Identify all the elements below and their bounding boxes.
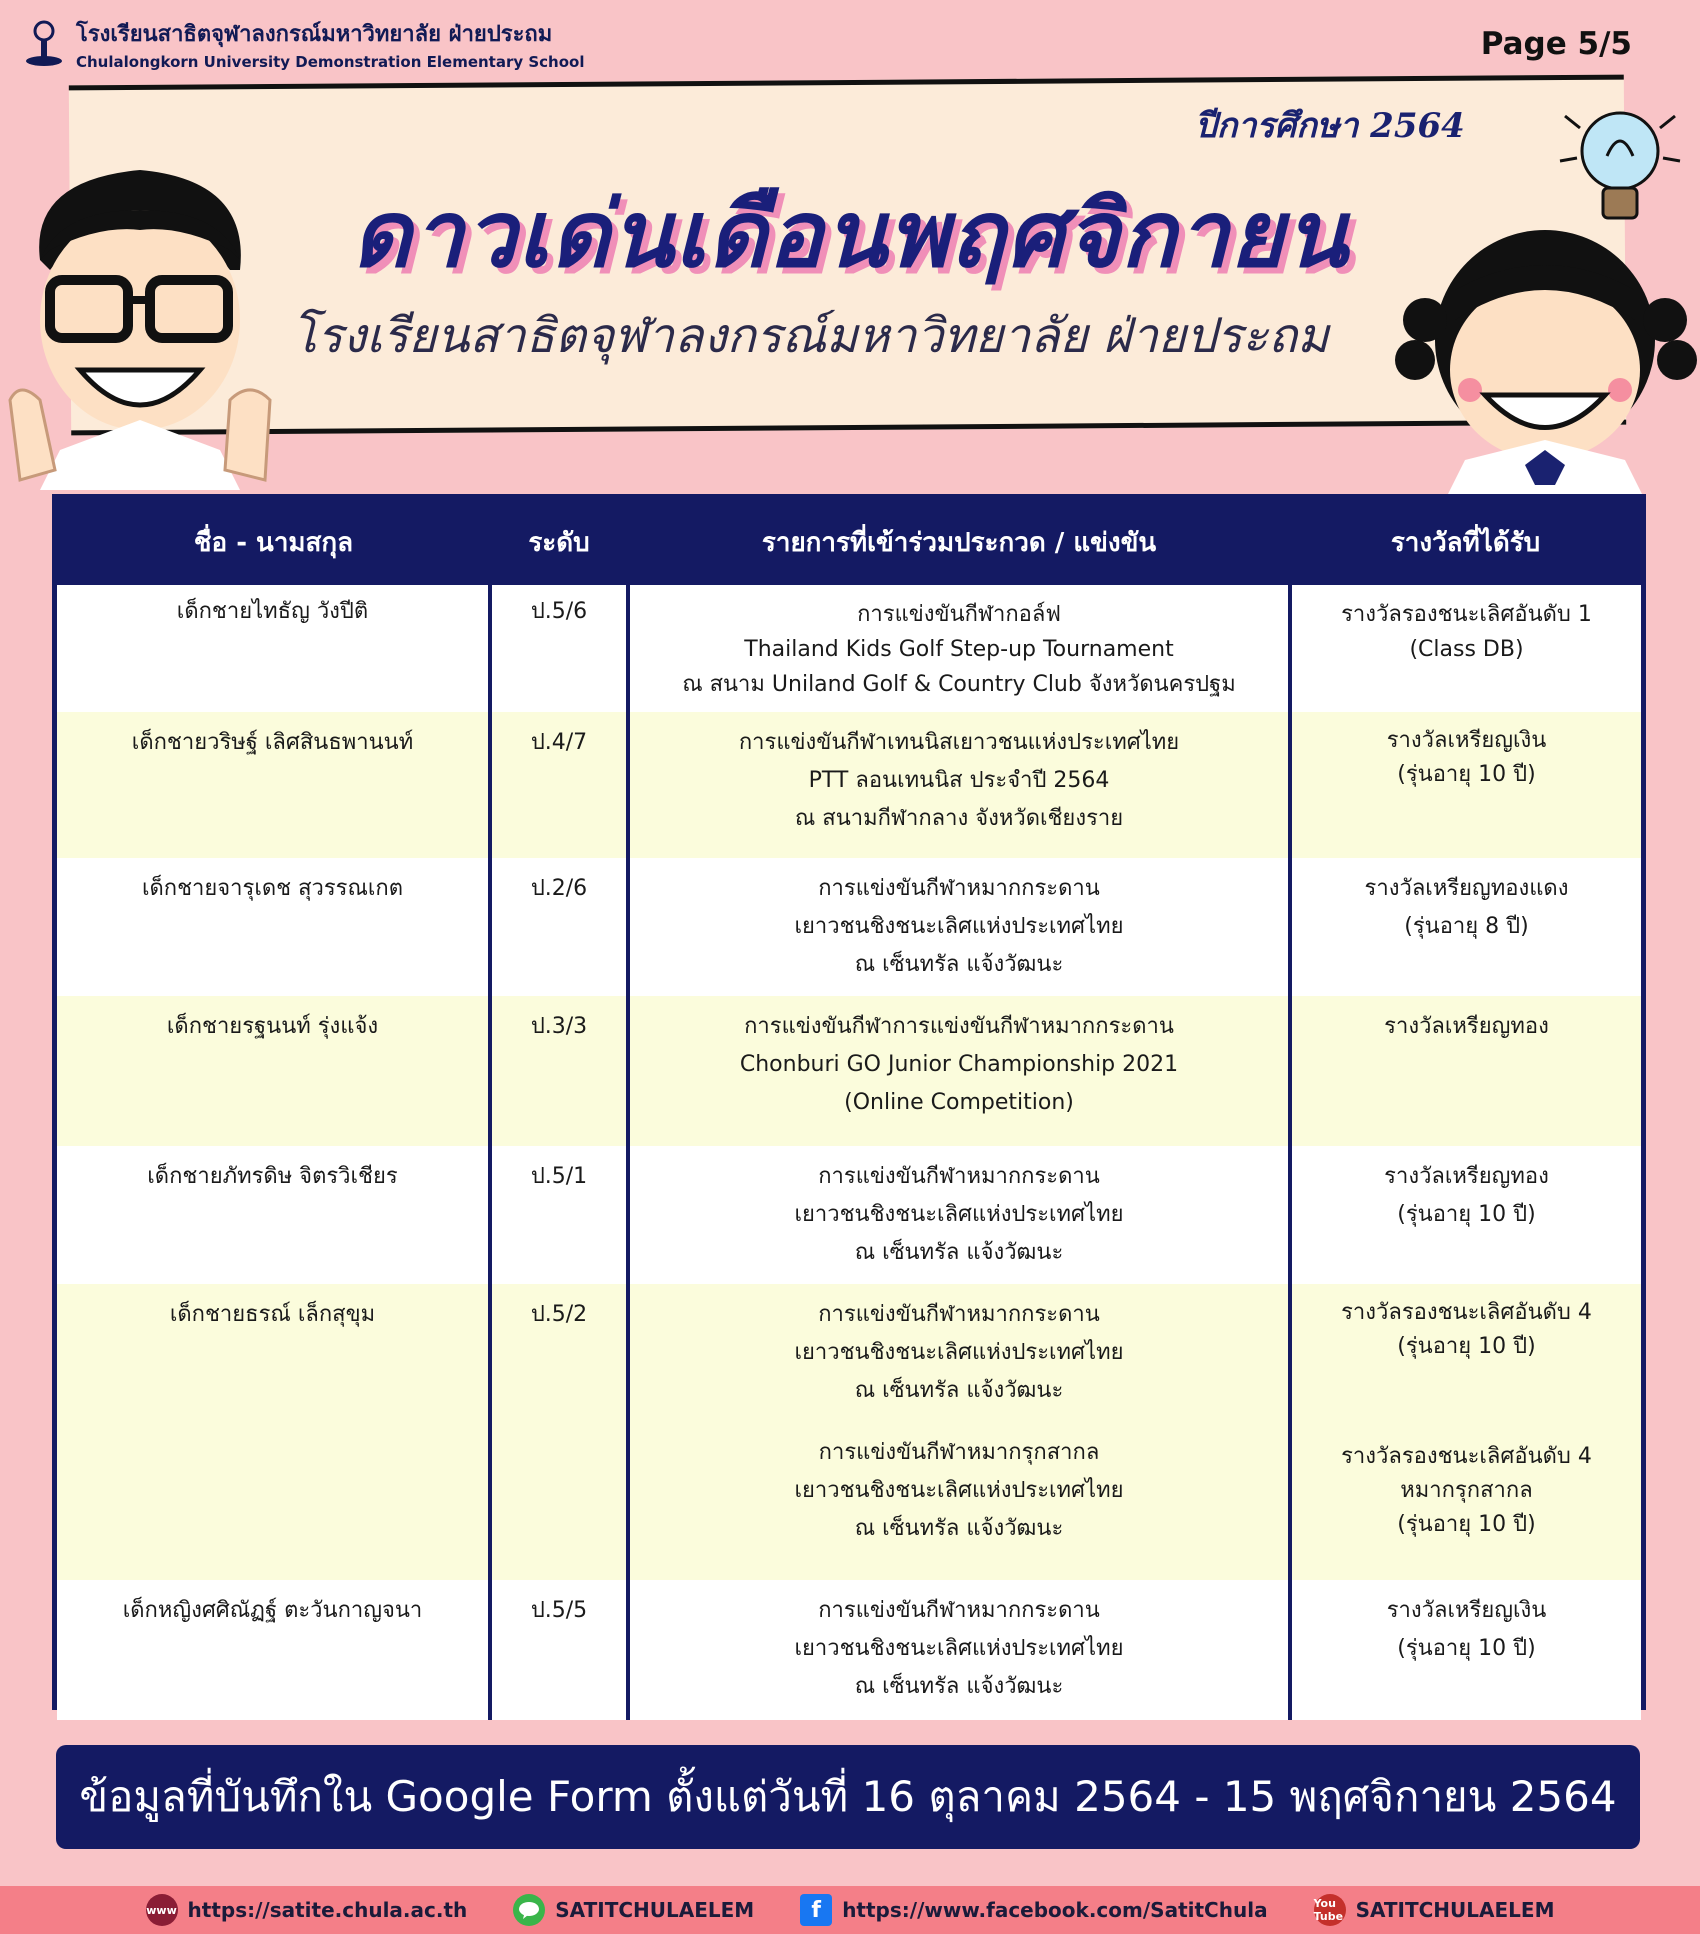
event-line: เยาวชนชิงชนะเลิศแห่งประเทศไทย [794, 1340, 1124, 1365]
student-name: เด็กชายภัทรดิษ จิตรวิเชียร [57, 1146, 490, 1284]
page-title: ดาวเด่นเดือนพฤศจิกายน [351, 181, 1349, 288]
school-seal-icon [22, 19, 66, 69]
website-text: https://satite.chula.ac.th [187, 1898, 468, 1922]
student-level: ป.5/2 [490, 1284, 628, 1580]
student-level: ป.5/1 [490, 1146, 628, 1284]
award-line: (รุ่นอายุ 10 ปี) [1397, 1512, 1536, 1537]
event-line: ณ สนามกีฬากลาง จังหวัดเชียงราย [794, 806, 1124, 831]
event-line: การแข่งขันกีฬาการแข่งขันกีฬาหมากกระดาน [744, 1014, 1174, 1039]
globe-icon: www [146, 1894, 178, 1926]
event-cell [628, 1284, 1290, 1580]
school-header [22, 16, 585, 71]
header-event: รายการที่เข้าร่วมประกวด / แข่งขัน [628, 499, 1290, 585]
achievement-table [52, 494, 1646, 1710]
table-row [57, 996, 1641, 1146]
student-name: เด็กชายรฐนนท์ รุ่งแจ้ง [57, 996, 490, 1146]
award-line: หมากรุกสากล [1400, 1478, 1533, 1503]
award-line: (รุ่นอายุ 10 ปี) [1397, 1636, 1536, 1661]
school-name-english: Chulalongkorn University Demonstration Elementary School [76, 53, 585, 71]
table-row [57, 1284, 1641, 1580]
header-award: รางวัลที่ได้รับ [1290, 499, 1641, 585]
award-cell [1290, 585, 1641, 712]
student-name: เด็กชายจารุเดช สุวรรณเกต [57, 858, 490, 996]
data-period-text: ข้อมูลที่บันทึกใน Google Form ตั้งแต่วันที่ 16 ตุลาคม 2564 - 15 พฤศจิกายน 2564 [79, 1772, 1617, 1821]
event-cell [628, 1580, 1290, 1720]
table-row [57, 712, 1641, 858]
event-line: การแข่งขันกีฬาหมากกระดาน [818, 1302, 1100, 1327]
award-line: รางวัลเหรียญเงิน [1386, 728, 1547, 753]
cartoon-boy-icon [0, 150, 290, 490]
event-line: ณ เซ็นทรัล แจ้งวัฒนะ [854, 1674, 1064, 1699]
event-line: Thailand Kids Golf Step-up Tournament [744, 637, 1174, 662]
award-line: (รุ่นอายุ 10 ปี) [1397, 1334, 1536, 1359]
award-line: (รุ่นอายุ 10 ปี) [1397, 762, 1536, 787]
award-line: รางวัลเหรียญเงิน [1386, 1598, 1547, 1623]
data-period-note [56, 1745, 1640, 1849]
facebook-icon: f [800, 1894, 832, 1926]
award-line: รางวัลเหรียญทองแดง [1364, 876, 1569, 901]
footer-website-link[interactable] [146, 1894, 468, 1926]
award-line: รางวัลรองชนะเลิศอันดับ 4 [1341, 1300, 1592, 1325]
line-app-icon [513, 1894, 545, 1926]
award-cell [1290, 1580, 1641, 1720]
student-level: ป.4/7 [490, 712, 628, 858]
academic-year: ปีการศึกษา 2564 [1195, 106, 1465, 146]
student-level: ป.5/5 [490, 1580, 628, 1720]
event-line: การแข่งขันกีฬาเทนนิสเยาวชนแห่งประเทศไทย [738, 730, 1180, 755]
student-name: เด็กชายธรณ์ เล็กสุขุม [57, 1284, 490, 1580]
award-line: รางวัลรองชนะเลิศอันดับ 1 [1341, 602, 1592, 627]
award-line: (Class DB) [1409, 637, 1524, 662]
youtube-text: SATITCHULAELEM [1355, 1898, 1555, 1922]
student-level: ป.2/6 [490, 858, 628, 996]
event-cell [628, 585, 1290, 712]
student-name: เด็กหญิงศศิณัฏฐ์ ตะวันกาญจนา [57, 1580, 490, 1720]
student-level: ป.3/3 [490, 996, 628, 1146]
footer-facebook-link[interactable] [800, 1894, 1267, 1926]
award-line: รางวัลเหรียญทอง [1384, 1014, 1549, 1039]
page-number: Page 5/5 [1480, 26, 1632, 62]
event-line: การแข่งขันกีฬากอล์ฟ [857, 602, 1061, 627]
event-cell [628, 858, 1290, 996]
event-cell [628, 712, 1290, 858]
event-line: เยาวชนชิงชนะเลิศแห่งประเทศไทย [794, 914, 1124, 939]
header-level: ระดับ [490, 499, 628, 585]
award-cell [1290, 858, 1641, 996]
youtube-icon: You Tube [1314, 1894, 1346, 1926]
facebook-text: https://www.facebook.com/SatitChula [842, 1898, 1268, 1922]
footer-bar [0, 1886, 1700, 1934]
award-cell [1290, 712, 1641, 858]
event-cell [628, 996, 1290, 1146]
award-line: รางวัลรองชนะเลิศอันดับ 4 [1341, 1444, 1592, 1469]
student-name: เด็กชายวริษฐ์ เลิศสินธพานนท์ [57, 712, 490, 858]
table-row [57, 1580, 1641, 1720]
event-line: Chonburi GO Junior Championship 2021 [739, 1052, 1179, 1077]
event-line: (Online Competition) [844, 1090, 1074, 1115]
page-subtitle: โรงเรียนสาธิตจุฬาลงกรณ์มหาวิทยาลัย ฝ่ายประถม [291, 308, 1329, 364]
event-line: เยาวชนชิงชนะเลิศแห่งประเทศไทย [794, 1478, 1124, 1503]
table-row [57, 585, 1641, 712]
table-header-row [57, 499, 1641, 585]
line-id-text: SATITCHULAELEM [555, 1898, 755, 1922]
footer-line-link[interactable] [513, 1894, 754, 1926]
event-line: การแข่งขันกีฬาหมากกระดาน [818, 1164, 1100, 1189]
header-name: ชื่อ - นามสกุล [57, 499, 490, 585]
event-line: ณ เซ็นทรัล แจ้งวัฒนะ [854, 952, 1064, 977]
event-line: ณ สนาม Uniland Golf & Country Club จังหวัดนครปฐม [682, 672, 1236, 697]
event-line: การแข่งขันกีฬาหมากกระดาน [818, 876, 1100, 901]
award-gap [1292, 1364, 1641, 1440]
event-line: เยาวชนชิงชนะเลิศแห่งประเทศไทย [794, 1202, 1124, 1227]
table-row [57, 858, 1641, 996]
award-cell [1290, 996, 1641, 1146]
school-name-thai: โรงเรียนสาธิตจุฬาลงกรณ์มหาวิทยาลัย ฝ่ายประถม [76, 22, 553, 47]
award-line: รางวัลเหรียญทอง [1384, 1164, 1549, 1189]
footer-youtube-link[interactable] [1314, 1894, 1555, 1926]
light-bulb-icon [1555, 96, 1685, 246]
student-name: เด็กชายไทธัญ วังปีติ [57, 585, 490, 712]
event-line: ณ เซ็นทรัล แจ้งวัฒนะ [854, 1516, 1064, 1541]
award-line: (รุ่นอายุ 10 ปี) [1397, 1202, 1536, 1227]
event-gap [630, 1410, 1288, 1434]
event-line: PTT ลอนเทนนิส ประจำปี 2564 [808, 768, 1110, 793]
student-level: ป.5/6 [490, 585, 628, 712]
event-line: เยาวชนชิงชนะเลิศแห่งประเทศไทย [794, 1636, 1124, 1661]
table-row [57, 1146, 1641, 1284]
event-line: ณ เซ็นทรัล แจ้งวัฒนะ [854, 1378, 1064, 1403]
event-line: ณ เซ็นทรัล แจ้งวัฒนะ [854, 1240, 1064, 1265]
event-line: การแข่งขันกีฬาหมากกระดาน [818, 1598, 1100, 1623]
event-line: การแข่งขันกีฬาหมากรุกสากล [818, 1440, 1100, 1465]
award-line: (รุ่นอายุ 8 ปี) [1404, 914, 1529, 939]
award-cell [1290, 1146, 1641, 1284]
award-cell [1290, 1284, 1641, 1580]
event-cell [628, 1146, 1290, 1284]
